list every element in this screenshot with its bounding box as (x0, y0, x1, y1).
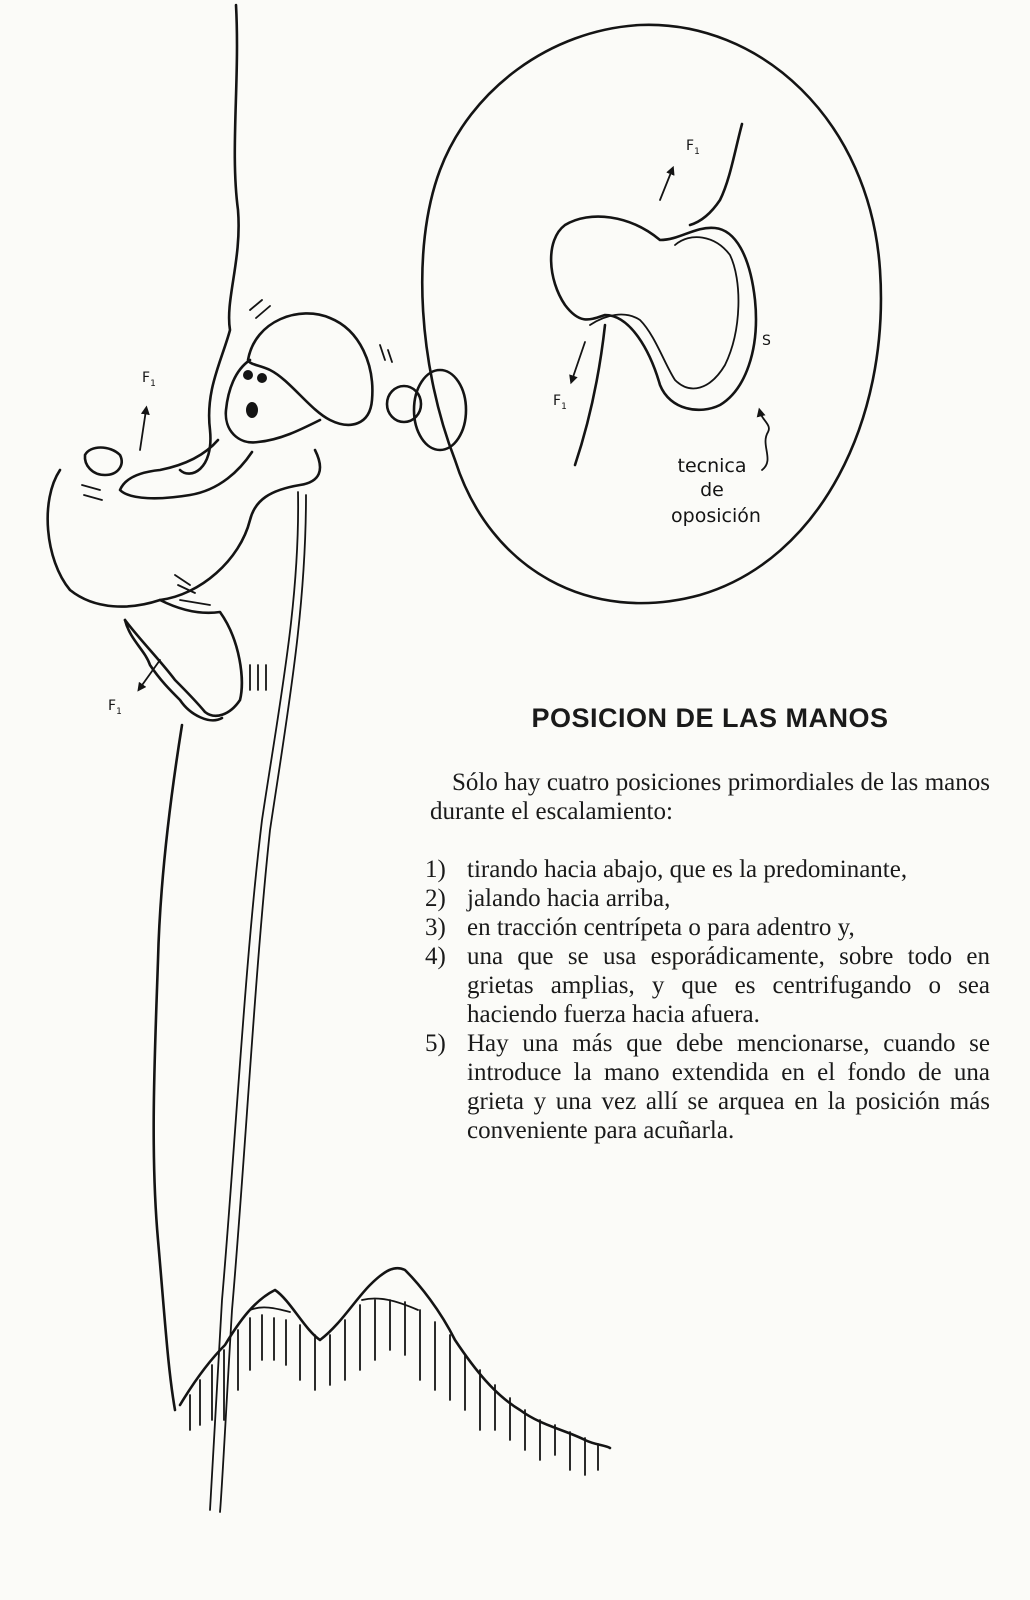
inset-force-label: $F_1$ (553, 393, 567, 412)
inset-force-arrow-down (572, 342, 585, 380)
list-item (425, 1029, 990, 1145)
rope-second-strand (220, 495, 306, 1512)
climber-boot (125, 620, 222, 720)
caption-line: tecnica (677, 455, 747, 477)
item-number: 2) (425, 885, 446, 912)
list-item (425, 942, 990, 1029)
inset-force-label: $F_1$ (686, 138, 700, 157)
motion-lines (250, 300, 392, 362)
list-item (425, 884, 990, 913)
climber-leg (125, 600, 242, 716)
item-text: jalando hacia arriba, (467, 885, 671, 912)
mountain-snow (250, 1298, 418, 1312)
climber-hand (85, 448, 122, 476)
section-heading: POSICION DE LAS MANOS (531, 703, 889, 733)
intro-paragraph: Sólo hay cuatro posiciones primordiales de las manos durante el escalamiento: (430, 769, 990, 825)
thought-bubble-large (422, 25, 881, 603)
item-number: 4) (425, 943, 446, 970)
list-item (425, 855, 990, 884)
caption-line: oposición (671, 505, 761, 527)
arm-in-crack (575, 325, 605, 465)
caption-pointer-arrow (760, 412, 769, 470)
item-text: tirando hacia abajo, que es la predominante, (467, 856, 908, 883)
caption-line: de (700, 479, 724, 501)
item-text: en tracción centrípeta o para adentro y, (467, 914, 855, 941)
rock-wall-outline (180, 5, 239, 474)
mountain-range (180, 1268, 610, 1448)
hand-inner-outline (590, 237, 738, 388)
item-text: Hay una más que debe mencionarse, cuando se introduce la mano extendida en el fondo de una grieta y una vez allí se arquea en la posición más conveniente para acuñarla. (467, 1030, 990, 1144)
climber-mouth (246, 402, 258, 418)
item-number: 1) (425, 856, 446, 883)
side-label: S (762, 333, 771, 349)
climber-eye (243, 370, 253, 380)
item-text: una que se usa esporádicamente, sobre todo en grietas amplias, y que es centrifugando o sea haciendo fuerza hacia afuera. (467, 943, 990, 1028)
item-number: 5) (425, 1030, 446, 1057)
force-label: $F_1$ (142, 370, 156, 389)
list-item (425, 913, 990, 942)
item-number: 3) (425, 914, 446, 941)
hand-outline (551, 217, 756, 410)
inset-force-arrow-up (660, 170, 672, 200)
crack-line (690, 124, 742, 225)
force-label: $F_1$ (108, 698, 122, 717)
rock-wall-lower (154, 725, 182, 1410)
hand-positions-list (425, 855, 990, 1145)
mountain-hatching (190, 1300, 598, 1475)
helmet (248, 313, 372, 424)
force-arrow-up (140, 410, 146, 450)
climber-eye (257, 373, 267, 383)
